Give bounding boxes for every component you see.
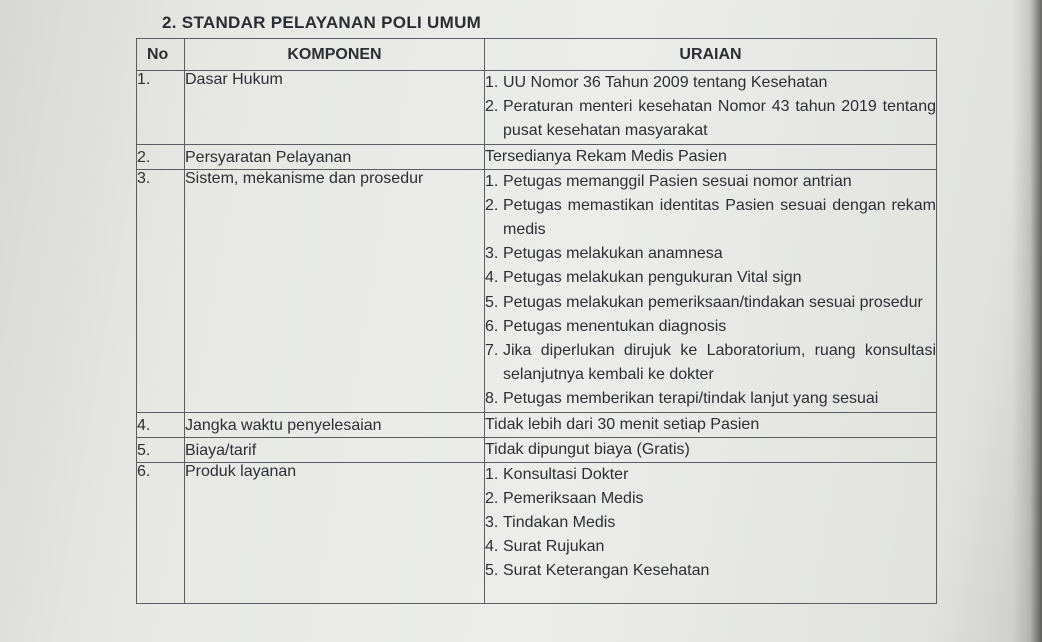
table-row [137, 169, 937, 412]
row-komponen: Produk layanan [185, 462, 485, 603]
item-text: Pemeriksaan Medis [503, 489, 644, 507]
page-edge-shadow [1012, 0, 1042, 642]
document-title: 2. STANDAR PELAYANAN POLI UMUM [162, 13, 482, 32]
row-number: 1. [137, 71, 185, 145]
item-text: Petugas melakukan pemeriksaan/tindakan sesuai prosedur [503, 293, 923, 311]
row-uraian: Tersedianya Rekam Medis Pasien [485, 144, 937, 169]
item-number: 8. [485, 390, 499, 408]
item-number: 2. [485, 98, 499, 116]
row-number: 2. [137, 144, 185, 169]
table-row [137, 71, 937, 145]
list-item [485, 511, 936, 535]
standard-table [136, 38, 937, 604]
item-text: Petugas melakukan anamnesa [503, 245, 723, 263]
item-text: Tindakan Medis [503, 514, 616, 532]
row-number: 4. [137, 412, 185, 437]
item-number: 1. [485, 74, 499, 91]
header-uraian: URAIAN [485, 39, 937, 71]
table-row [137, 412, 937, 437]
list-item [485, 95, 936, 143]
row-uraian [485, 71, 937, 145]
item-number: 5. [485, 293, 499, 311]
item-text: Surat Rujukan [503, 538, 605, 556]
list-item [485, 291, 936, 315]
item-number: 1. [485, 172, 499, 190]
item-number: 5. [485, 562, 499, 580]
table-row [137, 437, 937, 462]
item-number: 4. [485, 269, 499, 287]
header-komponen: KOMPONEN [185, 39, 485, 71]
item-text: Petugas memastikan identitas Pasien sesuai dengan rekam medis [503, 196, 936, 239]
list-item [485, 266, 936, 290]
item-number: 1. [485, 465, 499, 483]
row-komponen: Jangka waktu penyelesaian [185, 412, 485, 437]
item-text: Petugas melakukan pengukuran Vital sign [503, 269, 802, 287]
item-text: Petugas memberikan terapi/tindak lanjut yang sesuai [503, 390, 879, 408]
item-number: 7. [485, 342, 499, 360]
list-item [485, 487, 936, 511]
item-text: UU Nomor 36 Tahun 2009 tentang Kesehatan [503, 74, 828, 91]
row-number: 3. [137, 169, 185, 412]
item-number: 2. [485, 489, 499, 507]
item-number: 2. [485, 196, 499, 214]
item-number: 4. [485, 538, 499, 556]
list-item [485, 242, 936, 266]
list-item [485, 387, 936, 411]
header-no: No [137, 39, 185, 71]
row-komponen: Dasar Hukum [185, 71, 485, 145]
list-item [485, 339, 936, 387]
item-text: Peraturan menteri kesehatan Nomor 43 tahun 2019 tentang pusat kesehatan masyarakat [503, 98, 936, 140]
list-item [485, 559, 936, 583]
row-uraian: Tidak lebih dari 30 menit setiap Pasien [485, 412, 937, 437]
item-number: 6. [485, 317, 499, 335]
item-number: 3. [485, 514, 499, 532]
table-row [137, 462, 937, 603]
item-text: Jika diperlukan dirujuk ke Laboratorium, ruang konsultasi selanjutnya kembali ke dokter [503, 342, 936, 384]
row-uraian: Tidak dipungut biaya (Gratis) [485, 437, 937, 462]
item-text: Konsultasi Dokter [503, 465, 629, 483]
list-item [485, 463, 936, 487]
row-komponen: Biaya/tarif [185, 437, 485, 462]
row-uraian [485, 462, 937, 603]
item-text: Petugas memanggil Pasien sesuai nomor antrian [503, 172, 852, 190]
row-number: 5. [137, 437, 185, 462]
row-number: 6. [137, 462, 185, 603]
table-header-row [137, 39, 937, 71]
list-item [485, 170, 936, 194]
list-item [485, 194, 936, 242]
list-item [485, 71, 936, 95]
row-komponen: Sistem, mekanisme dan prosedur [185, 169, 485, 412]
list-item [485, 315, 936, 339]
row-komponen: Persyaratan Pelayanan [185, 144, 485, 169]
list-item [485, 535, 936, 559]
item-text: Surat Keterangan Kesehatan [503, 562, 710, 580]
table-row [137, 144, 937, 169]
item-text: Petugas menentukan diagnosis [503, 317, 727, 335]
item-number: 3. [485, 245, 499, 263]
row-uraian [485, 169, 937, 412]
